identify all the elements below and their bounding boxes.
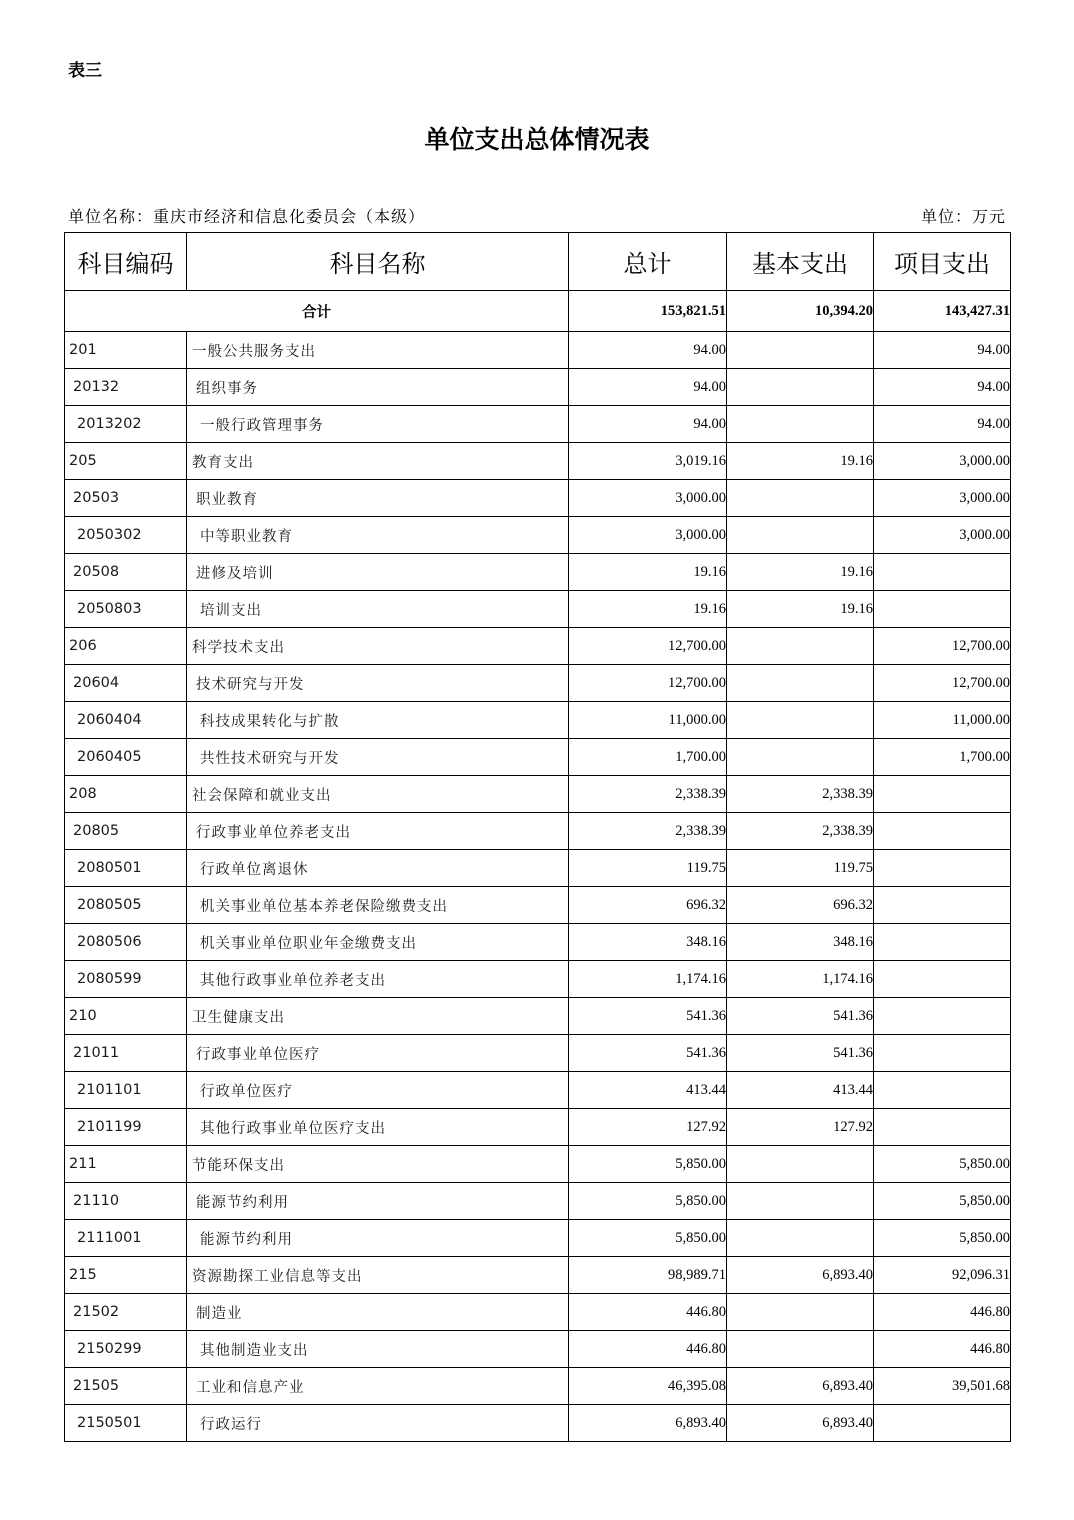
project-expenditure: 446.80 bbox=[874, 1331, 1011, 1368]
table-row bbox=[65, 1035, 1011, 1072]
subject-name: 一般行政管理事务 bbox=[187, 406, 569, 443]
basic-expenditure: 6,893.40 bbox=[727, 1405, 874, 1442]
subject-code: 2060405 bbox=[65, 739, 187, 776]
total-amount: 2,338.39 bbox=[569, 813, 727, 850]
total-amount: 2,338.39 bbox=[569, 776, 727, 813]
table-row bbox=[65, 702, 1011, 739]
total-amount: 94.00 bbox=[569, 406, 727, 443]
total-amount: 1,174.16 bbox=[569, 961, 727, 998]
project-expenditure: 3,000.00 bbox=[874, 517, 1011, 554]
basic-expenditure bbox=[727, 1331, 874, 1368]
subject-name: 进修及培训 bbox=[187, 554, 569, 591]
project-expenditure: 5,850.00 bbox=[874, 1220, 1011, 1257]
subject-code: 2150501 bbox=[65, 1405, 187, 1442]
total-amount: 541.36 bbox=[569, 1035, 727, 1072]
subject-name: 其他行政事业单位养老支出 bbox=[187, 961, 569, 998]
total-amount: 446.80 bbox=[569, 1331, 727, 1368]
subject-name: 社会保障和就业支出 bbox=[187, 776, 569, 813]
subject-name: 行政事业单位医疗 bbox=[187, 1035, 569, 1072]
table-row bbox=[65, 961, 1011, 998]
basic-expenditure bbox=[727, 1183, 874, 1220]
table-row bbox=[65, 887, 1011, 924]
subject-name: 行政单位离退休 bbox=[187, 850, 569, 887]
table-row bbox=[65, 776, 1011, 813]
total-amount: 6,893.40 bbox=[569, 1405, 727, 1442]
total-label: 合计 bbox=[65, 291, 569, 332]
total-amount: 127.92 bbox=[569, 1109, 727, 1146]
table-row bbox=[65, 369, 1011, 406]
basic-expenditure: 19.16 bbox=[727, 591, 874, 628]
project-expenditure bbox=[874, 961, 1011, 998]
table-row bbox=[65, 1368, 1011, 1405]
basic-expenditure: 2,338.39 bbox=[727, 776, 874, 813]
subject-code: 20503 bbox=[65, 480, 187, 517]
table-row bbox=[65, 554, 1011, 591]
project-expenditure: 92,096.31 bbox=[874, 1257, 1011, 1294]
basic-expenditure: 413.44 bbox=[727, 1072, 874, 1109]
column-header-code: 科目编码 bbox=[65, 233, 187, 291]
basic-expenditure: 1,174.16 bbox=[727, 961, 874, 998]
subject-name: 机关事业单位职业年金缴费支出 bbox=[187, 924, 569, 961]
subject-code: 201 bbox=[65, 332, 187, 369]
total-amount: 46,395.08 bbox=[569, 1368, 727, 1405]
total-amount: 3,000.00 bbox=[569, 480, 727, 517]
subject-name: 职业教育 bbox=[187, 480, 569, 517]
basic-expenditure: 348.16 bbox=[727, 924, 874, 961]
total-basic: 10,394.20 bbox=[727, 291, 874, 332]
subject-name: 能源节约利用 bbox=[187, 1183, 569, 1220]
subject-name: 一般公共服务支出 bbox=[187, 332, 569, 369]
basic-expenditure bbox=[727, 1294, 874, 1331]
total-amount: 3,000.00 bbox=[569, 517, 727, 554]
total-amount: 11,000.00 bbox=[569, 702, 727, 739]
subject-code: 2050302 bbox=[65, 517, 187, 554]
table-row bbox=[65, 1257, 1011, 1294]
subject-code: 2050803 bbox=[65, 591, 187, 628]
subject-name: 行政事业单位养老支出 bbox=[187, 813, 569, 850]
total-amount: 1,700.00 bbox=[569, 739, 727, 776]
table-row bbox=[65, 850, 1011, 887]
subject-code: 21505 bbox=[65, 1368, 187, 1405]
basic-expenditure: 2,338.39 bbox=[727, 813, 874, 850]
subject-code: 2060404 bbox=[65, 702, 187, 739]
total-amount: 19.16 bbox=[569, 591, 727, 628]
project-expenditure: 94.00 bbox=[874, 369, 1011, 406]
table-row bbox=[65, 813, 1011, 850]
basic-expenditure bbox=[727, 1146, 874, 1183]
project-expenditure: 94.00 bbox=[874, 406, 1011, 443]
subject-code: 2150299 bbox=[65, 1331, 187, 1368]
document-title: 单位支出总体情况表 bbox=[424, 125, 650, 154]
project-expenditure: 3,000.00 bbox=[874, 480, 1011, 517]
total-amount: 541.36 bbox=[569, 998, 727, 1035]
subject-code: 215 bbox=[65, 1257, 187, 1294]
subject-name: 中等职业教育 bbox=[187, 517, 569, 554]
project-expenditure: 5,850.00 bbox=[874, 1183, 1011, 1220]
table-row bbox=[65, 1072, 1011, 1109]
project-expenditure bbox=[874, 554, 1011, 591]
project-expenditure bbox=[874, 850, 1011, 887]
basic-expenditure: 19.16 bbox=[727, 443, 874, 480]
subject-code: 2111001 bbox=[65, 1220, 187, 1257]
subject-code: 206 bbox=[65, 628, 187, 665]
project-expenditure bbox=[874, 591, 1011, 628]
table-row bbox=[65, 332, 1011, 369]
table-row bbox=[65, 443, 1011, 480]
total-amount: 413.44 bbox=[569, 1072, 727, 1109]
total-amount: 3,019.16 bbox=[569, 443, 727, 480]
expenditure-table bbox=[64, 232, 1011, 1442]
total-amount: 5,850.00 bbox=[569, 1183, 727, 1220]
column-header-basic: 基本支出 bbox=[727, 233, 874, 291]
basic-expenditure bbox=[727, 406, 874, 443]
table-row bbox=[65, 406, 1011, 443]
project-expenditure: 94.00 bbox=[874, 332, 1011, 369]
column-header-project: 项目支出 bbox=[874, 233, 1011, 291]
project-expenditure bbox=[874, 1035, 1011, 1072]
basic-expenditure: 541.36 bbox=[727, 998, 874, 1035]
project-expenditure: 12,700.00 bbox=[874, 665, 1011, 702]
subject-name: 技术研究与开发 bbox=[187, 665, 569, 702]
project-expenditure: 446.80 bbox=[874, 1294, 1011, 1331]
table-row bbox=[65, 1146, 1011, 1183]
project-expenditure bbox=[874, 776, 1011, 813]
basic-expenditure: 541.36 bbox=[727, 1035, 874, 1072]
subject-code: 20508 bbox=[65, 554, 187, 591]
basic-expenditure bbox=[727, 739, 874, 776]
basic-expenditure bbox=[727, 628, 874, 665]
total-amount: 5,850.00 bbox=[569, 1146, 727, 1183]
subject-code: 210 bbox=[65, 998, 187, 1035]
subject-name: 共性技术研究与开发 bbox=[187, 739, 569, 776]
basic-expenditure: 6,893.40 bbox=[727, 1368, 874, 1405]
subject-name: 资源勘探工业信息等支出 bbox=[187, 1257, 569, 1294]
subject-code: 208 bbox=[65, 776, 187, 813]
subject-code: 2080506 bbox=[65, 924, 187, 961]
basic-expenditure: 127.92 bbox=[727, 1109, 874, 1146]
table-row bbox=[65, 1331, 1011, 1368]
table-number-label: 表三 bbox=[68, 61, 102, 81]
total-amount: 446.80 bbox=[569, 1294, 727, 1331]
basic-expenditure bbox=[727, 665, 874, 702]
project-expenditure bbox=[874, 924, 1011, 961]
subject-code: 2101199 bbox=[65, 1109, 187, 1146]
table-row bbox=[65, 1183, 1011, 1220]
table-row bbox=[65, 517, 1011, 554]
column-header-total: 总计 bbox=[569, 233, 727, 291]
subject-name: 教育支出 bbox=[187, 443, 569, 480]
basic-expenditure: 6,893.40 bbox=[727, 1257, 874, 1294]
total-amount: 12,700.00 bbox=[569, 628, 727, 665]
basic-expenditure: 119.75 bbox=[727, 850, 874, 887]
table-row bbox=[65, 1109, 1011, 1146]
subject-name: 科技成果转化与扩散 bbox=[187, 702, 569, 739]
basic-expenditure bbox=[727, 1220, 874, 1257]
subject-name: 能源节约利用 bbox=[187, 1220, 569, 1257]
basic-expenditure bbox=[727, 369, 874, 406]
basic-expenditure bbox=[727, 702, 874, 739]
table-row bbox=[65, 739, 1011, 776]
total-row bbox=[65, 291, 1011, 332]
subject-code: 2101101 bbox=[65, 1072, 187, 1109]
table-row bbox=[65, 665, 1011, 702]
subject-name: 其他制造业支出 bbox=[187, 1331, 569, 1368]
project-expenditure: 3,000.00 bbox=[874, 443, 1011, 480]
total-amount: 119.75 bbox=[569, 850, 727, 887]
project-expenditure bbox=[874, 998, 1011, 1035]
basic-expenditure bbox=[727, 480, 874, 517]
basic-expenditure bbox=[727, 517, 874, 554]
total-amount: 348.16 bbox=[569, 924, 727, 961]
table-row bbox=[65, 1220, 1011, 1257]
project-expenditure: 1,700.00 bbox=[874, 739, 1011, 776]
project-expenditure: 12,700.00 bbox=[874, 628, 1011, 665]
project-expenditure: 11,000.00 bbox=[874, 702, 1011, 739]
basic-expenditure bbox=[727, 332, 874, 369]
total-amount: 12,700.00 bbox=[569, 665, 727, 702]
column-header-name: 科目名称 bbox=[187, 233, 569, 291]
header-row bbox=[65, 233, 1011, 291]
subject-name: 培训支出 bbox=[187, 591, 569, 628]
subject-code: 2013202 bbox=[65, 406, 187, 443]
subject-name: 节能环保支出 bbox=[187, 1146, 569, 1183]
subject-name: 行政运行 bbox=[187, 1405, 569, 1442]
total-amount: 19.16 bbox=[569, 554, 727, 591]
subject-code: 20805 bbox=[65, 813, 187, 850]
table-row bbox=[65, 998, 1011, 1035]
table-row bbox=[65, 480, 1011, 517]
subject-name: 科学技术支出 bbox=[187, 628, 569, 665]
basic-expenditure: 19.16 bbox=[727, 554, 874, 591]
basic-expenditure: 696.32 bbox=[727, 887, 874, 924]
total-amount: 94.00 bbox=[569, 332, 727, 369]
total-amount: 696.32 bbox=[569, 887, 727, 924]
table-row bbox=[65, 1405, 1011, 1442]
project-expenditure bbox=[874, 813, 1011, 850]
project-expenditure bbox=[874, 887, 1011, 924]
project-expenditure bbox=[874, 1405, 1011, 1442]
project-expenditure: 5,850.00 bbox=[874, 1146, 1011, 1183]
total-amount: 94.00 bbox=[569, 369, 727, 406]
project-expenditure bbox=[874, 1109, 1011, 1146]
subject-code: 21110 bbox=[65, 1183, 187, 1220]
currency-unit: 单位：万元 bbox=[920, 207, 1006, 226]
subject-code: 21011 bbox=[65, 1035, 187, 1072]
total-project: 143,427.31 bbox=[874, 291, 1011, 332]
subject-name: 组织事务 bbox=[187, 369, 569, 406]
subject-code: 21502 bbox=[65, 1294, 187, 1331]
table-row bbox=[65, 1294, 1011, 1331]
project-expenditure: 39,501.68 bbox=[874, 1368, 1011, 1405]
total-amount: 153,821.51 bbox=[569, 291, 727, 332]
subject-name: 卫生健康支出 bbox=[187, 998, 569, 1035]
table-row bbox=[65, 628, 1011, 665]
subject-name: 机关事业单位基本养老保险缴费支出 bbox=[187, 887, 569, 924]
total-amount: 98,989.71 bbox=[569, 1257, 727, 1294]
subject-code: 2080505 bbox=[65, 887, 187, 924]
project-expenditure bbox=[874, 1072, 1011, 1109]
table-row bbox=[65, 591, 1011, 628]
subject-name: 制造业 bbox=[187, 1294, 569, 1331]
total-amount: 5,850.00 bbox=[569, 1220, 727, 1257]
subject-code: 2080599 bbox=[65, 961, 187, 998]
subject-code: 20132 bbox=[65, 369, 187, 406]
subject-name: 行政单位医疗 bbox=[187, 1072, 569, 1109]
subject-code: 2080501 bbox=[65, 850, 187, 887]
subject-name: 其他行政事业单位医疗支出 bbox=[187, 1109, 569, 1146]
unit-name: 单位名称：重庆市经济和信息化委员会（本级） bbox=[68, 207, 426, 226]
subject-code: 211 bbox=[65, 1146, 187, 1183]
table-row bbox=[65, 924, 1011, 961]
subject-code: 205 bbox=[65, 443, 187, 480]
subject-code: 20604 bbox=[65, 665, 187, 702]
subject-name: 工业和信息产业 bbox=[187, 1368, 569, 1405]
